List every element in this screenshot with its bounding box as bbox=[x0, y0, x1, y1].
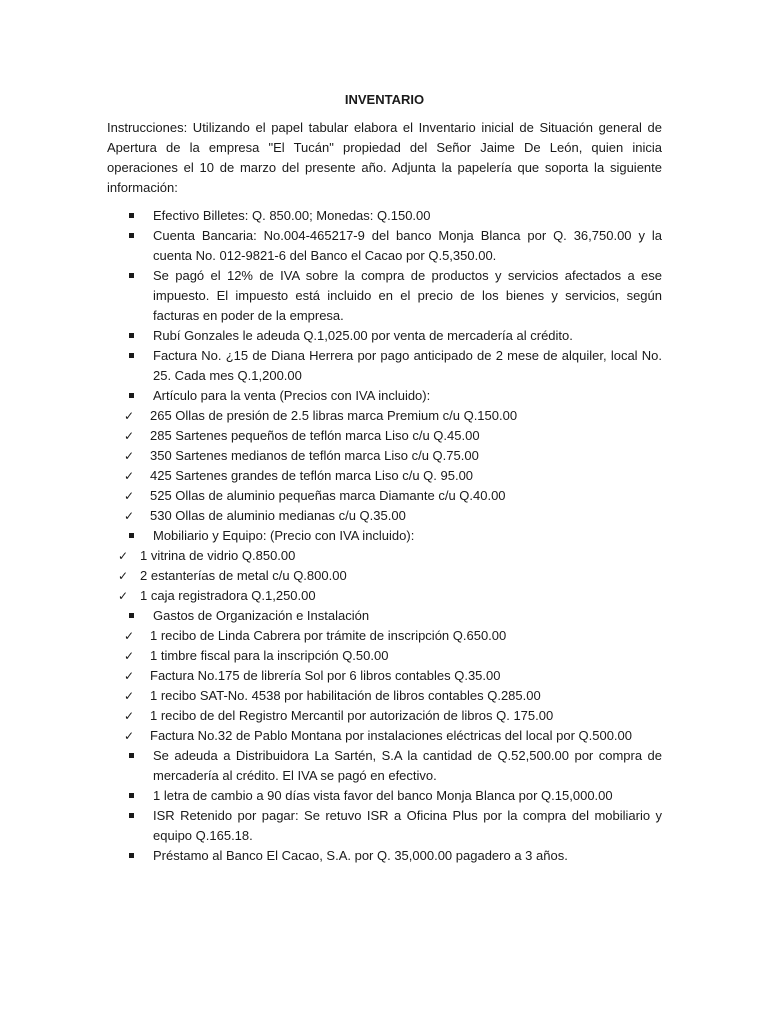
square-bullet-icon bbox=[129, 613, 134, 618]
list-item-efectivo bbox=[107, 206, 662, 226]
sublist-item: ✓ 285 Sartenes pequeños de teflón marca Liso c/u Q.45.00 bbox=[107, 426, 662, 446]
list-item-text: Se adeuda a Distribuidora La Sartén, S.A la cantidad de Q.52,500.00 por compra de mercadería al crédito. El IVA se pagó en efectivo. bbox=[153, 748, 662, 783]
square-bullet-icon bbox=[129, 233, 134, 238]
sublist-item: ✓ 1 recibo SAT-No. 4538 por habilitación de libros contables Q.285.00 bbox=[107, 686, 662, 706]
list-item-letra bbox=[107, 786, 662, 806]
checkmark-icon: ✓ bbox=[124, 709, 135, 723]
sublist-item: ✓ Factura No.175 de librería Sol por 6 libros contables Q.35.00 bbox=[107, 666, 662, 686]
list-item-cuenta-bancaria bbox=[107, 226, 662, 266]
list-item-rubi bbox=[107, 326, 662, 346]
square-bullet-icon bbox=[129, 213, 134, 218]
sublist-item: ✓ 1 recibo de Linda Cabrera por trámite de inscripción Q.650.00 bbox=[107, 626, 662, 646]
square-bullet-icon bbox=[129, 533, 134, 538]
sublist-item: ✓ 425 Sartenes grandes de teflón marca Liso c/u Q. 95.00 bbox=[107, 466, 662, 486]
checkmark-icon: ✓ bbox=[124, 469, 135, 483]
list-item-text: Cuenta Bancaria: No.004-465217-9 del banco Monja Blanca por Q. 36,750.00 y la cuenta No. 012-9821-6 del Banco el Cacao por Q.5,350.00. bbox=[153, 228, 662, 263]
checkmark-icon: ✓ bbox=[124, 649, 135, 663]
sublist-item: ✓ 265 Ollas de presión de 2.5 libras marca Premium c/u Q.150.00 bbox=[107, 406, 662, 426]
sublist-item: ✓ 1 timbre fiscal para la inscripción Q.50.00 bbox=[107, 646, 662, 666]
sublist-item: ✓ 350 Sartenes medianos de teflón marca Liso c/u Q.75.00 bbox=[107, 446, 662, 466]
list-item-text: Artículo para la venta (Precios con IVA incluido): bbox=[153, 388, 431, 403]
checkmark-icon: ✓ bbox=[124, 689, 135, 703]
list-item-text: Mobiliario y Equipo: (Precio con IVA incluido): bbox=[153, 528, 415, 543]
mobiliario-sublist bbox=[107, 546, 662, 606]
sublist-item: ✓ 530 Ollas de aluminio medianas c/u Q.35.00 bbox=[107, 506, 662, 526]
instructions-paragraph: Instrucciones: Utilizando el papel tabular elabora el Inventario inicial de Situación general de Apertura de la empresa "El Tucán" propiedad del Señor Jaime De León, quien inicia operaciones el 10 de marzo del presente año. Adjunta la papelería que soporta la siguiente información: bbox=[107, 120, 662, 195]
square-bullet-icon bbox=[129, 793, 134, 798]
gastos-sublist bbox=[107, 626, 662, 746]
list-item-articulo bbox=[107, 386, 662, 406]
square-bullet-icon bbox=[129, 813, 134, 818]
list-item-text: Efectivo Billetes: Q. 850.00; Monedas: Q.150.00 bbox=[153, 208, 431, 223]
inventory-list-continued bbox=[107, 606, 662, 626]
list-item-text: ISR Retenido por pagar: Se retuvo ISR a Oficina Plus por la compra del mobiliario y equipo Q.165.18. bbox=[153, 808, 662, 843]
list-item-text: Gastos de Organización e Instalación bbox=[153, 608, 370, 623]
checkmark-icon: ✓ bbox=[118, 589, 129, 603]
checkmark-icon: ✓ bbox=[124, 669, 135, 683]
inventory-list-continued bbox=[107, 526, 662, 546]
checkmark-icon: ✓ bbox=[124, 449, 135, 463]
list-item-text: 1 letra de cambio a 90 días vista favor del banco Monja Blanca por Q.15,000.00 bbox=[153, 788, 613, 803]
checkmark-icon: ✓ bbox=[124, 489, 135, 503]
list-item-iva bbox=[107, 266, 662, 326]
list-item-factura bbox=[107, 346, 662, 386]
list-item-isr bbox=[107, 806, 662, 846]
document-title: INVENTARIO bbox=[344, 92, 425, 107]
checkmark-icon: ✓ bbox=[118, 549, 129, 563]
list-item-gastos bbox=[107, 606, 662, 626]
sublist-item: ✓ 1 vitrina de vidrio Q.850.00 bbox=[107, 546, 662, 566]
sublist-item: ✓ 1 recibo de del Registro Mercantil por autorización de libros Q. 175.00 bbox=[107, 706, 662, 726]
list-item-prestamo bbox=[107, 846, 662, 866]
square-bullet-icon bbox=[129, 853, 134, 858]
sublist-item: ✓ 2 estanterías de metal c/u Q.800.00 bbox=[107, 566, 662, 586]
checkmark-icon: ✓ bbox=[124, 729, 135, 743]
square-bullet-icon bbox=[129, 753, 134, 758]
checkmark-icon: ✓ bbox=[124, 409, 135, 423]
list-item-mobiliario bbox=[107, 526, 662, 546]
list-item-text: Rubí Gonzales le adeuda Q.1,025.00 por venta de mercadería al crédito. bbox=[153, 328, 573, 343]
inventory-list bbox=[107, 206, 662, 406]
square-bullet-icon bbox=[129, 393, 134, 398]
sublist-item: ✓ Factura No.32 de Pablo Montana por instalaciones eléctricas del local por Q.500.00 bbox=[107, 726, 662, 746]
square-bullet-icon bbox=[129, 353, 134, 358]
checkmark-icon: ✓ bbox=[124, 629, 135, 643]
checkmark-icon: ✓ bbox=[124, 429, 135, 443]
square-bullet-icon bbox=[129, 333, 134, 338]
list-item-text: Préstamo al Banco El Cacao, S.A. por Q. 35,000.00 pagadero a 3 años. bbox=[153, 848, 568, 863]
document-page bbox=[107, 90, 662, 866]
sublist-item: ✓ 1 caja registradora Q.1,250.00 bbox=[107, 586, 662, 606]
list-item-sarten bbox=[107, 746, 662, 786]
list-item-text: Factura No. ¿15 de Diana Herrera por pago anticipado de 2 mese de alquiler, local No. 25. Cada mes Q.1,200.00 bbox=[153, 348, 662, 383]
sublist-item: ✓ 525 Ollas de aluminio pequeñas marca Diamante c/u Q.40.00 bbox=[107, 486, 662, 506]
square-bullet-icon bbox=[129, 273, 134, 278]
inventory-list-continued bbox=[107, 746, 662, 866]
list-item-text: Se pagó el 12% de IVA sobre la compra de productos y servicios afectados a ese impuesto. El impuesto está incluido en el precio de los bienes y servicios, según facturas en poder de la empresa. bbox=[153, 268, 662, 323]
articulo-sublist bbox=[107, 406, 662, 526]
checkmark-icon: ✓ bbox=[124, 509, 135, 523]
checkmark-icon: ✓ bbox=[118, 569, 129, 583]
